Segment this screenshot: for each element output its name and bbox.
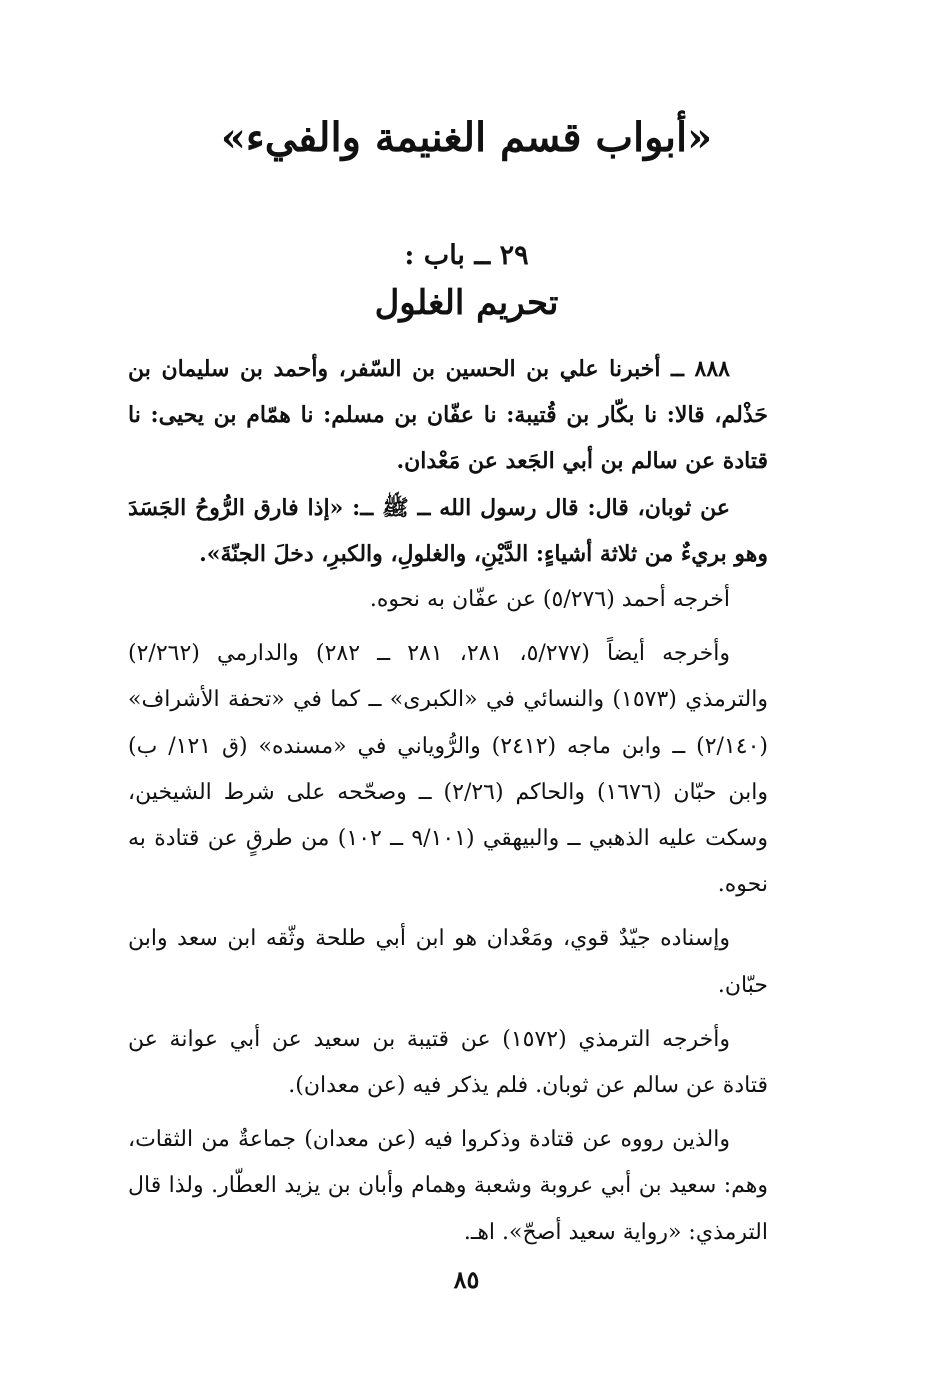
chapter-number: ٢٩ ــ باب : [404, 240, 529, 271]
hadith-text-paragraph: عن ثوبان، قال: قال رسول الله ــ ﷺ ــ: «إذا فارق الرُّوحُ الجَسَدَ وهو بريءٌ من ثلاثة أشياءٍ: الدَّيْنِ، والغلولِ، والكبرِ، دخلَ الجنّةَ». [128, 494, 768, 567]
commentary-paragraph: والذين رووه عن قتادة وذكروا فيه (عن معدان) جماعةٌ من الثقات، وهم: سعيد بن أبي عروبة وشعبة وهمام وأبان بن يزيد العطّار. ولذا قال الترمذي: «رواية سعيد أصحّ». اهـ. [128, 1127, 768, 1245]
book-section-title: «أبواب قسم الغنيمة والفيء» [220, 114, 713, 161]
chapter-title: تحريم الغلول [374, 283, 559, 323]
takhrij-paragraph: أخرجه أحمد (٥/٢٧٦) عن عفّان به نحوه. [369, 587, 730, 613]
takhrij-paragraph: وأخرجه الترمذي (١٥٧٢) عن قتيبة بن سعيد عن أبي عوانة عن قتادة عن سالم عن ثوبان. فلم يذكر فيه (عن معدان). [128, 1026, 768, 1099]
takhrij-paragraph: وأخرجه أيضاً (٥/٢٧٧، ٢٨١، ٢٨١ ــ ٢٨٢) والدارمي (٢/٢٦٢) والترمذي (١٥٧٣) والنسائي في «الكبرى» ــ كما في «تحفة الأشراف» (٢/١٤٠) ــ وابن ماجه (٢٤١٢) والرُّوياني في «مسنده» (ق ١٢١/ ب) وابن حبّان (١٦٧٦) والحاكم (٢/٢٦) ــ وصحّحه على شرط الشيخين، وسكت عليه الذهبي ــ والبيهقي (٩/١٠١ ــ ١٠٢) من طرقٍ عن قتادة به نحوه. [128, 641, 768, 898]
hadith-chain-paragraph: ٨٨٨ ــ أخبرنا علي بن الحسين بن السّفر، وأحمد بن سليمان بن حَذْلم، قالا: نا بكّار بن قُتيبة: نا عفّان بن مسلم: نا همّام بن يحيى: نا قتادة عن سالم بن أبي الجَعد عن مَعْدان. [128, 356, 768, 475]
main-text [128, 346, 768, 1256]
page-number: ٨٥ [453, 1265, 480, 1294]
isnad-grading-paragraph: وإسناده جيّدٌ قوي، ومَعْدان هو ابن أبي طلحة وثّقه ابن سعد وابن حبّان. [128, 926, 768, 998]
